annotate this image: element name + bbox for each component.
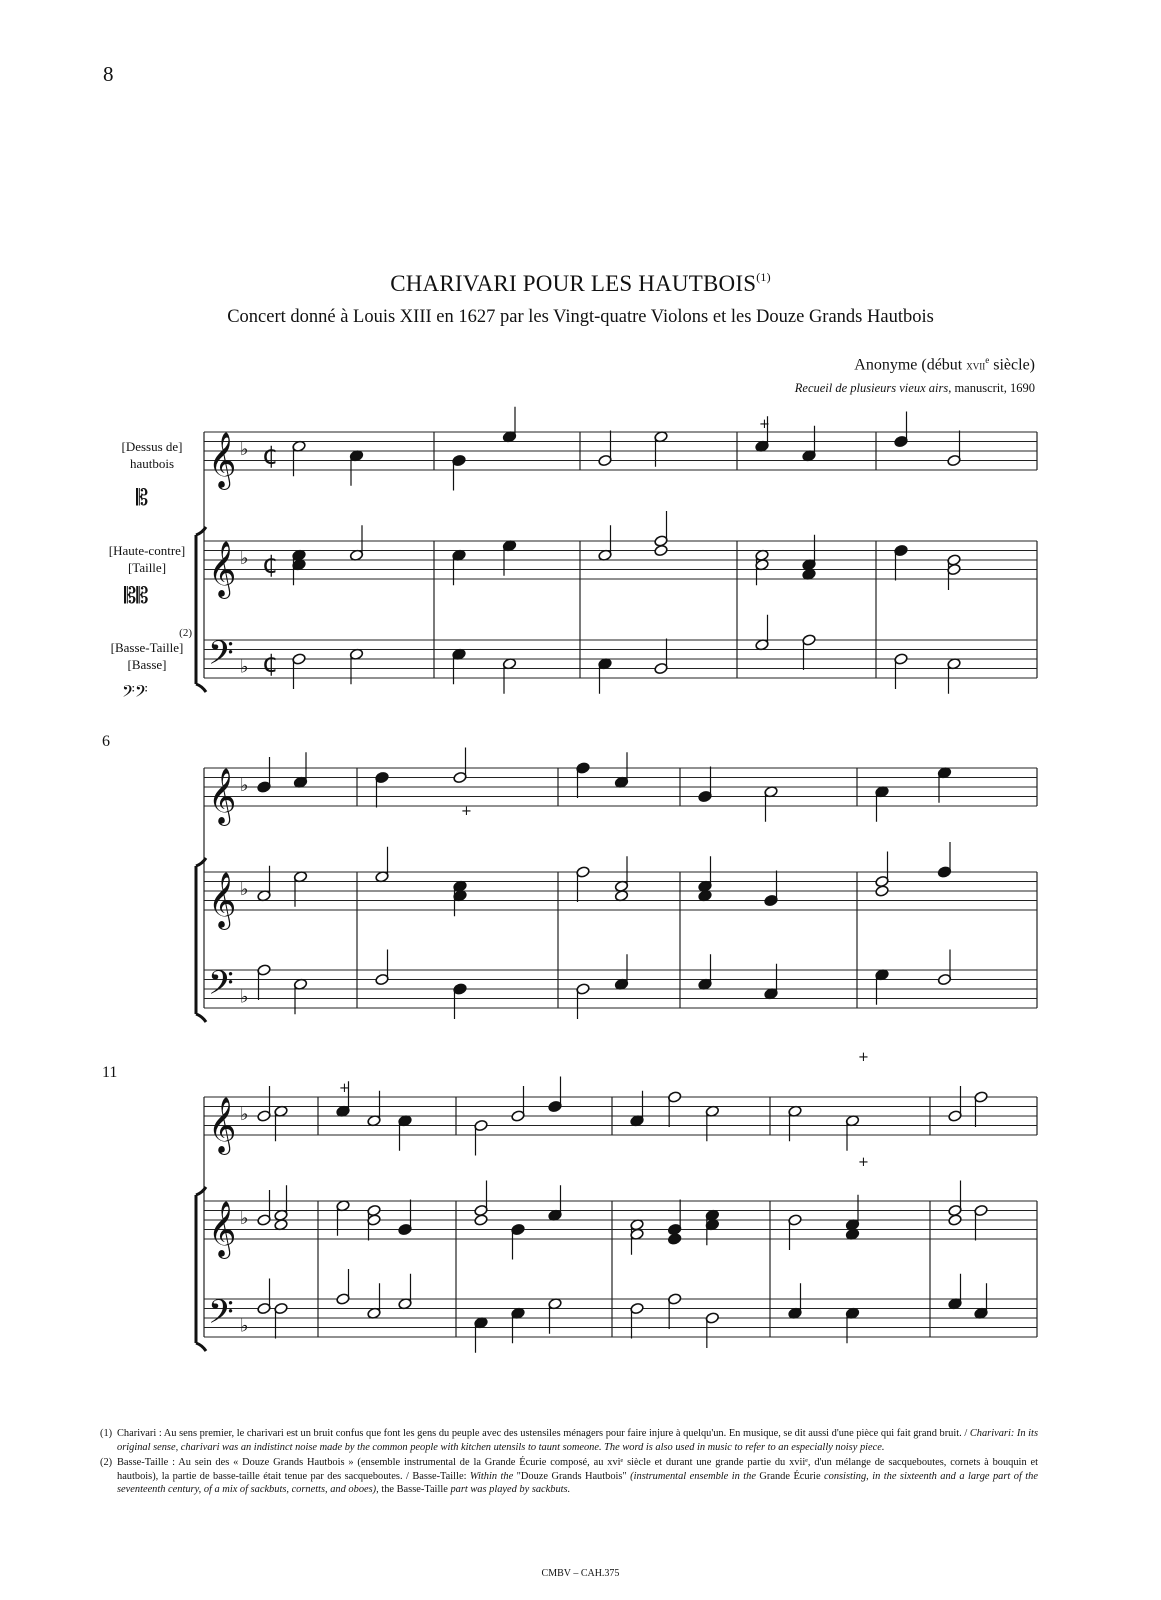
title-footnote-ref: (1) [756, 270, 771, 284]
flat-icon: ♭ [240, 548, 249, 569]
composer-century: xvii [966, 357, 986, 373]
system-number-6: 6 [102, 733, 110, 750]
note-head [948, 1214, 962, 1226]
flat-icon: ♭ [240, 656, 249, 678]
cut-time-icon: ¢ [262, 549, 279, 580]
note-head [668, 1233, 682, 1245]
footnote-2-en-3: (instrumental ensemble in the [630, 1470, 756, 1482]
footnote-1-body [117, 1427, 1038, 1454]
bass-clef-icon: 𝄢 [208, 1293, 234, 1340]
instrument-basse-line1: [Basse-Taille] [110, 640, 184, 655]
footnote-2-number: (2) [100, 1457, 113, 1469]
cut-time-icon: ¢ [262, 440, 279, 471]
instrument-dessus-line1: [Dessus de] [121, 439, 183, 454]
range-clef-icon: 𝄡 [136, 486, 149, 511]
instrument-dessus-line2: hautbois [129, 456, 175, 471]
footnote-2 [100, 1456, 1038, 1497]
source-rest: , manuscrit, 1690 [948, 381, 1035, 395]
footnote-2-en-1: Within the [469, 1470, 514, 1482]
footnote-2-en-5: consisting, in the sixteenth and a large part of the seventeenth century, of a mix of sackbuts, cornetts, and oboes), [117, 1470, 1038, 1496]
footnotes [100, 1427, 1038, 1499]
composer-century-sup: e [985, 355, 990, 365]
page-number: 8 [103, 62, 114, 86]
note-head [474, 1214, 488, 1226]
footnote-2-en-7: part was played by sackbuts. [450, 1484, 571, 1496]
note-head [654, 544, 668, 556]
ornament-cross-icon: + [759, 417, 770, 432]
footnote-2-body [117, 1456, 1038, 1497]
bass-clef-icon: 𝄢 [208, 634, 234, 681]
footnote-2-en-6: the Basse-Taille [378, 1484, 451, 1496]
treble-clef-icon: 𝄞 [208, 872, 237, 928]
composer-name: Anonyme (début [854, 356, 963, 374]
treble-clef-icon: 𝄞 [208, 768, 237, 824]
footnote-2-en-2: "Douze Grands Hautbois" [513, 1470, 631, 1482]
note-head [875, 885, 889, 897]
treble-clef-icon: 𝄞 [208, 541, 237, 597]
range-clef-icon: 𝄡𝄡 [124, 584, 149, 609]
flat-icon: ♭ [240, 775, 249, 796]
instrument-basse-note: (2) [179, 627, 192, 639]
bass-clef-icon: 𝄢 [208, 964, 234, 1011]
flat-icon: ♭ [240, 986, 249, 1008]
footnote-1-number: (1) [100, 1428, 113, 1439]
ornament-cross-icon: + [461, 804, 472, 819]
page-footer: CMBV – CAH.375 [541, 1568, 620, 1579]
ornament-cross-icon: + [858, 1155, 869, 1170]
composer-suffix: siècle) [993, 356, 1035, 374]
instrument-hautecontre-line2: [Taille] [127, 560, 167, 575]
footnote-2-en-4: Grande Écurie [755, 1470, 825, 1482]
source-title: Recueil de plusieurs vieux airs [794, 381, 949, 395]
cut-time-icon: ¢ [262, 648, 279, 679]
treble-clef-icon: 𝄞 [208, 1097, 237, 1153]
range-clef-icon: 𝄢𝄢 [122, 681, 148, 705]
footnote-1-french: Charivari : Au sens premier, le charivari est un bruit confus que font les gens du peuple avec des ustensiles ménagers pour faire injure à quelqu'un. En musique, se dit aussi d'une pièce qui fait grand bruit. / [117, 1428, 970, 1439]
treble-clef-icon: 𝄞 [208, 432, 237, 488]
ornament-cross-icon: + [339, 1081, 350, 1096]
flat-icon: ♭ [240, 439, 249, 460]
footnote-1 [100, 1427, 1038, 1454]
piece-subtitle: Concert donné à Louis XIII en 1627 par les Vingt-quatre Violons et les Douze Grands Hautbois [227, 307, 934, 327]
flat-icon: ♭ [240, 1104, 249, 1125]
flat-icon: ♭ [240, 1315, 249, 1337]
ornament-cross-icon: + [858, 1050, 869, 1065]
instrument-hautecontre-line1: [Haute-contre] [108, 543, 186, 558]
flat-icon: ♭ [240, 879, 249, 900]
footnote-2-french: Basse-Taille : Au sein des « Douze Grands Hautbois » (ensemble instrumental de la Grande Écurie composé, au xviᵉ siècle et durant une grande partie du xviiᵉ, d'un mélange de sacqueboutes, cornets à bouquin et hautbois), la partie de basse-taille était tenue par des sacqueboutes. / Basse-Taille: [117, 1457, 1038, 1482]
title-text: CHARIVARI POUR LES HAUTBOIS [390, 271, 757, 296]
footnote-1-english: Charivari: In its original sense, charivari was an indistinct noise made by the common people with kitchen utensils to taunt someone. The word is also used in music to refer to an especially noisy piece. [117, 1428, 1038, 1453]
treble-clef-icon: 𝄞 [208, 1201, 237, 1257]
flat-icon: ♭ [240, 1208, 249, 1229]
instrument-basse-line2: [Basse] [127, 657, 167, 672]
system-number-11: 11 [102, 1064, 118, 1081]
